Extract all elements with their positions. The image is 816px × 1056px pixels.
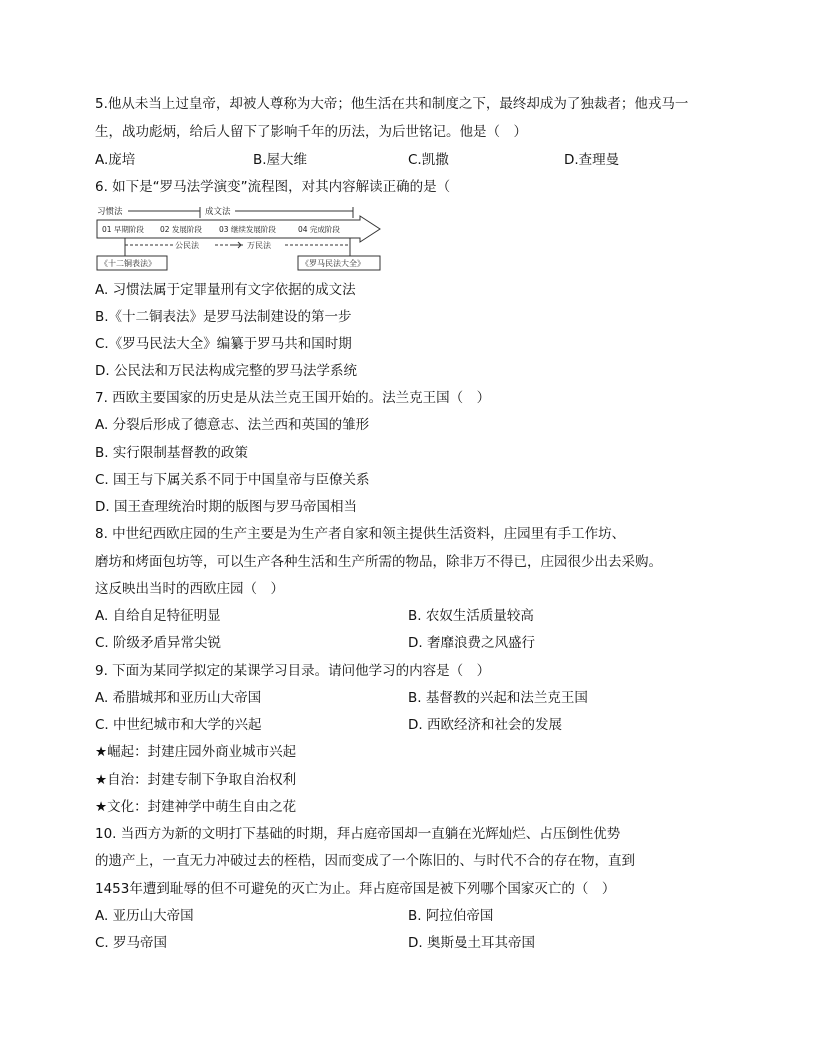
- q8-option-b[interactable]: B. 农奴生活质量较高: [408, 608, 534, 624]
- q5-stem-line1: 5.他从未当上过皇帝，却被人尊称为大帝；他生活在共和制度之下，最终却成为了独裁者；他戎马一: [95, 96, 689, 112]
- q10-stem-line3: 1453年遭到耻辱的但不可避免的灭亡为止。拜占庭帝国是被下列哪个国家灭亡的（ ）: [95, 881, 616, 897]
- q6-option-c[interactable]: C.《罗马民法大全》编纂于罗马共和国时期: [95, 336, 352, 352]
- q7-stem: 7. 西欧主要国家的历史是从法兰克王国开始的。法兰克王国（ ）: [95, 390, 491, 406]
- q8-option-c[interactable]: C. 阶级矛盾异常尖锐: [95, 635, 222, 651]
- q8-stem-line3: 这反映出当时的西欧庄园（ ）: [95, 581, 284, 597]
- q9-note-rise: ★崛起：封建庄园外商业城市兴起: [95, 744, 297, 760]
- q7-option-b[interactable]: B. 实行限制基督教的政策: [95, 445, 248, 461]
- q10-option-c[interactable]: C. 罗马帝国: [95, 935, 168, 951]
- q5-option-c[interactable]: C.凯撒: [408, 152, 449, 168]
- q9-note-autonomy: ★自治：封建专制下争取自治权利: [95, 772, 297, 788]
- flow-box-corpus-juris-text: 《罗马民法大全》: [301, 259, 365, 268]
- flow-stage-4: 04 完成阶段: [298, 225, 340, 234]
- q10-option-a[interactable]: A. 亚历山大帝国: [95, 908, 194, 924]
- q9-option-c[interactable]: C. 中世纪城市和大学的兴起: [95, 717, 262, 733]
- q7-option-c[interactable]: C. 国王与下属关系不同于中国皇帝与臣僚关系: [95, 472, 370, 488]
- flow-label-civil-law: 公民法: [175, 241, 199, 250]
- q10-option-d[interactable]: D. 奥斯曼土耳其帝国: [408, 935, 535, 951]
- q10-stem-line2: 的遗产上，一直无力冲破过去的桎梏，因而变成了一个陈旧的、与时代不合的存在物，直到: [95, 853, 635, 869]
- q9-option-b[interactable]: B. 基督教的兴起和法兰克王国: [408, 690, 588, 706]
- q6-stem: 6. 如下是“罗马法学演变”流程图，对其内容解读正确的是（: [95, 179, 451, 195]
- q9-stem: 9. 下面为某同学拟定的某课学习目录。请问他学习的内容是（ ）: [95, 663, 491, 679]
- q10-option-b[interactable]: B. 阿拉伯帝国: [408, 908, 494, 924]
- q8-option-d[interactable]: D. 奢靡浪费之风盛行: [408, 635, 535, 651]
- q5-option-b[interactable]: B.屋大维: [253, 152, 308, 168]
- q8-stem-line2: 磨坊和烤面包坊等，可以生产各种生活和生产所需的物品，除非万不得已，庄园很少出去采购。: [95, 554, 662, 570]
- q7-option-a[interactable]: A. 分裂后形成了德意志、法兰西和英国的雏形: [95, 417, 370, 433]
- flow-label-written-law: 成文法: [205, 207, 231, 217]
- q6-option-d[interactable]: D. 公民法和万民法构成完整的罗马法学系统: [95, 363, 357, 379]
- q5-option-a[interactable]: A.庞培: [95, 152, 136, 168]
- q9-note-culture: ★文化：封建神学中萌生自由之花: [95, 799, 297, 815]
- flow-stage-3: 03 继续发展阶段: [219, 225, 276, 234]
- q10-stem-line1: 10. 当西方为新的文明打下基础的时期，拜占庭帝国却一直躺在光辉灿烂、占压倒性优势: [95, 826, 621, 842]
- flow-small-arrow-icon: [233, 242, 241, 248]
- q9-option-d[interactable]: D. 西欧经济和社会的发展: [408, 717, 562, 733]
- flow-stage-1: 01 早期阶段: [102, 225, 144, 234]
- q8-stem-line1: 8. 中世纪西欧庄园的生产主要是为生产者自家和领主提供生活资料，庄园里有手工作坊、: [95, 526, 626, 542]
- q8-option-a[interactable]: A. 自给自足特征明显: [95, 608, 221, 624]
- flow-box-twelve-tables-text: 《十二铜表法》: [100, 259, 156, 268]
- q5-option-d[interactable]: D.查理曼: [564, 152, 620, 168]
- flow-label-custom-law: 习惯法: [97, 207, 123, 217]
- roman-law-flowchart: [95, 204, 395, 274]
- q9-option-a[interactable]: A. 希腊城邦和亚历山大帝国: [95, 690, 262, 706]
- flow-stage-2: 02 发展阶段: [160, 225, 202, 234]
- flow-label-law-of-nations: 万民法: [247, 241, 271, 250]
- q6-option-b[interactable]: B.《十二铜表法》是罗马法制建设的第一步: [95, 309, 352, 325]
- q5-stem-line2: 生，战功彪炳，给后人留下了影响千年的历法，为后世铭记。他是（ ）: [95, 124, 527, 140]
- q6-option-a[interactable]: A. 习惯法属于定罪量刑有文字依据的成文法: [95, 282, 356, 298]
- q7-option-d[interactable]: D. 国王查理统治时期的版图与罗马帝国相当: [95, 499, 357, 515]
